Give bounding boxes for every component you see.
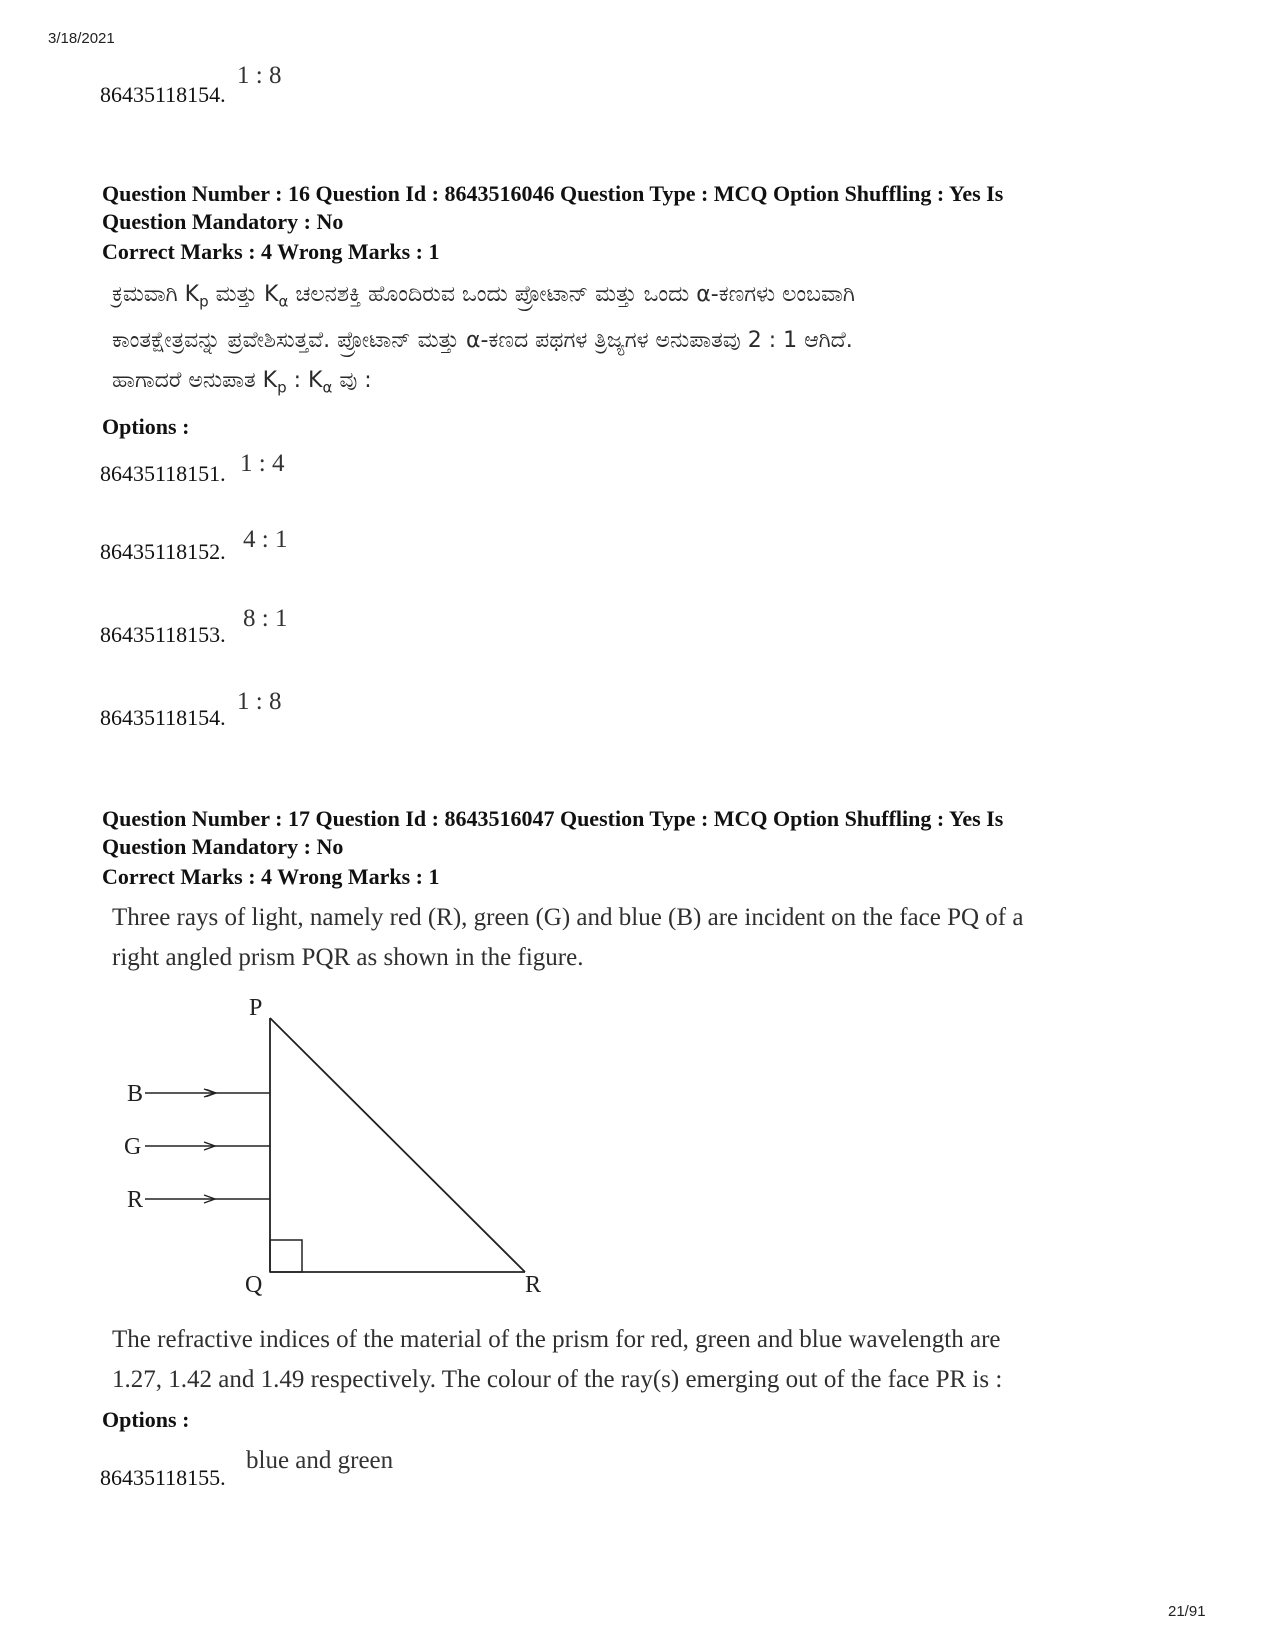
option-value: 4 : 1 [243,526,288,553]
question-16-text-line-1: ಕ್ರಮವಾಗಿ $K_p$ ಮತ್ತು $K_\alpha$ ಚಲನಶಕ್ತಿ ಹೊಂದಿರುವ ಒಂದು ಪ್ರೋಟಾನ್ ಮತ್ತು ಒಂದು α-ಕಣಗಳು ಲಂಬವಾಗಿ [112,282,855,311]
question-16-text [112,275,1197,408]
question-17-marks: Correct Marks : 4 Wrong Marks : 1 [102,864,440,889]
question-16-header: Question Number : 16 Question Id : 8643516046 Question Type : MCQ Option Shuffling : Yes Is Question Mandatory : No [102,181,1004,234]
option-id: 86435118151. [100,461,226,486]
label-g: G [124,1134,142,1160]
print-date: 3/18/2021 [48,30,115,47]
options-label: Options : [102,414,190,439]
options-label: Options : [102,1407,190,1432]
label-b: B [127,1081,144,1107]
prism-face-pr [270,1018,525,1272]
option-value: 1 : 8 [237,688,282,715]
question-16-text-line-3: ಹಾಗಾದರೆ ಅನುಪಾತ $K_p$ : $K_\alpha$ ವು : [112,368,372,397]
option-value: blue and green [246,1447,394,1474]
option-value: 1 : 4 [240,450,285,477]
option-id: 86435118152. [100,539,226,564]
label-p: P [249,995,263,1021]
page-number: 21/91 [1168,1603,1206,1620]
label-red-ray: R [127,1187,144,1213]
option-id: 86435118155. [100,1465,226,1490]
option-id: 86435118154. [100,705,226,730]
option-id: 86435118153. [100,622,226,647]
question-16-text-line-2: ಕಾಂತಕ್ಷೇತ್ರವನ್ನು ಪ್ರವೇಶಿಸುತ್ತವೆ. ಪ್ರೋಟಾನ್ ಮತ್ತು α-ಕಣದ ಪಥಗಳ ತ್ರಿಜ್ಯಗಳ ಅನುಪಾತವು 2 : 1 ಆಗಿದೆ. [112,328,853,354]
question-16-marks: Correct Marks : 4 Wrong Marks : 1 [102,239,440,264]
prism-figure [100,990,580,1300]
right-angle-marker [270,1240,302,1272]
option-id: 86435118154. [100,82,226,107]
option-value: 8 : 1 [243,605,288,632]
label-r: R [525,1272,542,1298]
question-17-text-body: The refractive indices of the material of the prism for red, green and blue wavelength are 1.27, 1.42 and 1.49 respectively. The colour of the ray(s) emerging out of the face PR is : [112,1326,1003,1393]
question-17-text-intro: Three rays of light, namely red (R), green (G) and blue (B) are incident on the face PQ of a right angled prism PQR as shown in the figure. [112,904,1024,971]
question-17-header: Question Number : 17 Question Id : 8643516047 Question Type : MCQ Option Shuffling : Yes Is Question Mandatory : No [102,806,1004,859]
option-value: 1 : 8 [237,62,282,89]
label-q: Q [245,1272,263,1298]
